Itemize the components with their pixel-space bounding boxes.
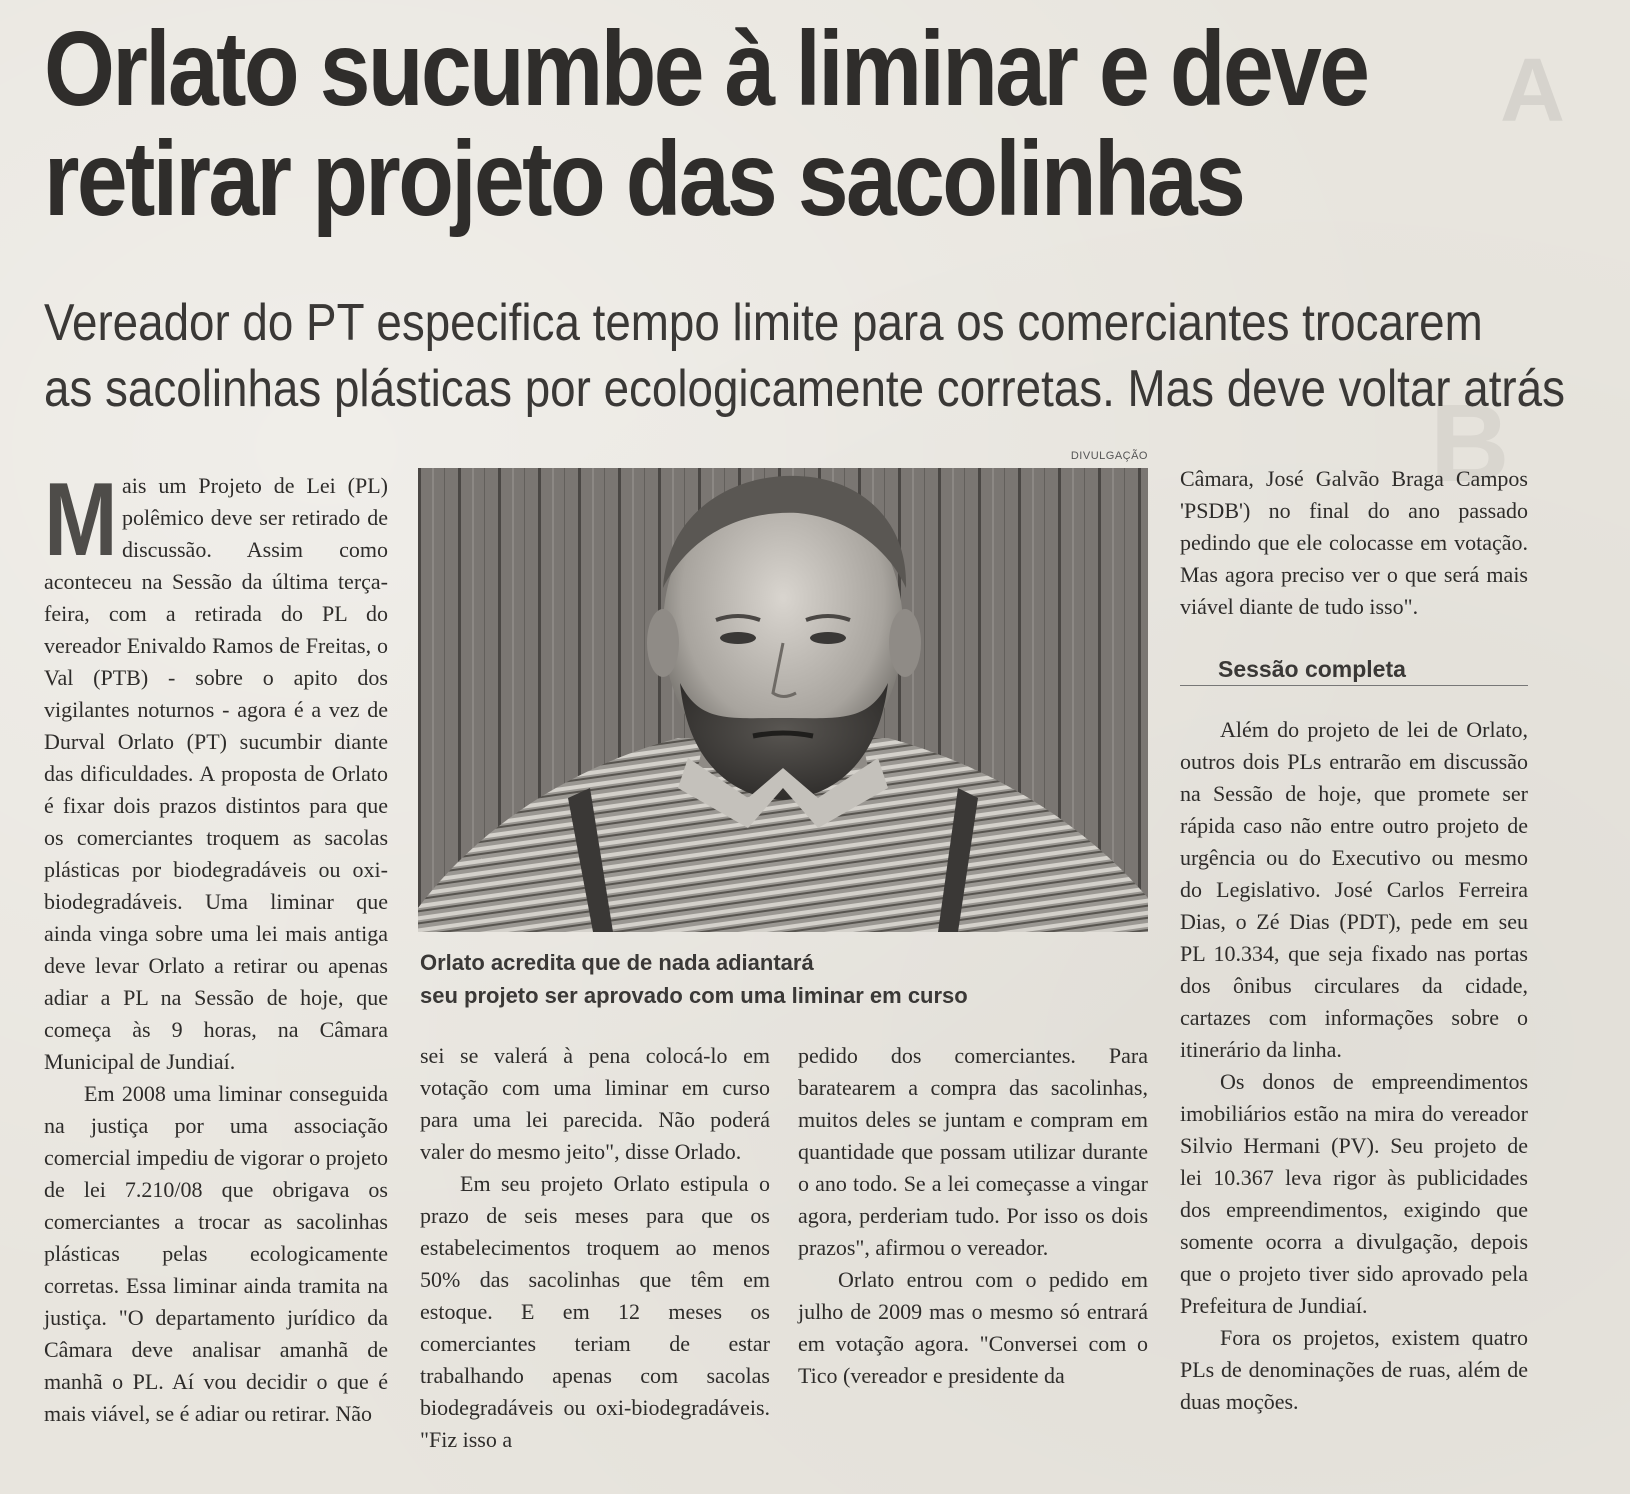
portrait-photo	[418, 468, 1148, 932]
subheadline	[44, 290, 1565, 422]
paragraph-text: ais um Projeto de Lei (PL) polêmico deve ser retirado de discussão. Assim como aconteceu na Sessão da última terça-feira, com a retirada do PL do vereador Enivaldo Ramos de Freitas, o Val (PTB) - sobre o apito dos vigilantes noturnos - agora é a vez de Durval Orlato (PT) sucumbir diante das dificuldades. A proposta de Orlato é fixar dois prazos distintos para que os comerciantes troquem as sacolas plásticas por biodegradáveis ou oxi-biodegradáveis. Uma liminar que ainda vinga sobre uma lei mais antiga deve levar Orlato a retirar ou apenas adiar a PL na Sessão de hoje, que começa às 9 horas, na Câmara Municipal de Jundiaí.	[44, 473, 388, 1074]
photo-caption	[420, 946, 1148, 1012]
article-column-3	[798, 1040, 1148, 1392]
caption-line-2: seu projeto ser aprovado com uma liminar em curso	[420, 983, 968, 1008]
article-column-2	[420, 1040, 770, 1456]
bleed-through: A	[1500, 41, 1565, 141]
paragraph	[44, 462, 388, 1078]
paragraph: Câmara, José Galvão Braga Campos 'PSDB') no final do ano passado pedindo que ele colocasse em votação. Mas agora preciso ver o que será mais viável diante de tudo isso".	[1180, 466, 1528, 619]
subhead-line-2: as sacolinhas plásticas por ecologicamente corretas. Mas deve voltar atrás	[44, 360, 1565, 418]
paragraph: sei se valerá à pena colocá-lo em votação com uma liminar em curso para uma lei parecida. Não poderá valer do mesmo jeito", disse Orlado.	[420, 1043, 770, 1164]
article-column-4	[1180, 463, 1528, 1418]
paragraph: Além do projeto de lei de Orlato, outros dois PLs entrarão em discussão na Sessão de hoje, que promete ser rápida caso não entre outro projeto de urgência ou do Executivo ou mesmo do Legislativo. José Carlos Ferreira Dias, o Zé Dias (PDT), pede em seu PL 10.334, que seja fixado nas portas dos ônibus circulares da cidade, cartazes com informações sobre o itinerário da linha.	[1180, 717, 1528, 1062]
portrait-photo-image	[418, 468, 1148, 932]
subhead-line-1: Vereador do PT especifica tempo limite para os comerciantes trocarem	[44, 294, 1483, 352]
drop-cap: M	[44, 462, 118, 578]
paragraph: Os donos de empreendimentos imobiliários estão na mira do vereador Silvio Hermani (PV). Seu projeto de lei 10.367 leva rigor às publicidades dos empreendimentos, exigindo que somente ocorra a divulgação, depois que o projeto tiver sido aprovado pela Prefeitura de Jundiaí.	[1180, 1069, 1528, 1318]
paragraph: Em seu projeto Orlato estipula o prazo de seis meses para que os estabelecimentos troquem ao menos 50% das sacolinhas que têm em estoque. E em 12 meses os comerciantes teriam de estar trabalhando apenas com sacolas biodegradáveis ou oxi-biodegradáveis. "Fiz isso a	[420, 1171, 770, 1452]
paragraph: Em 2008 uma liminar conseguida na justiça por uma associação comercial impediu de vigorar o projeto de lei 7.210/08 que obrigava os comerciantes a trocar as sacolinhas plásticas pelas ecologicamente corretas. Essa liminar ainda tramita na justiça. "O departamento jurídico da Câmara deve analisar amanhã de manhã o PL. Aí vou decidir o que é mais viável, se é adiar ou retirar. Não	[44, 1081, 388, 1426]
section-subtitle: Sessão completa	[1218, 656, 1406, 682]
photo-credit: DIVULGAÇÃO	[1070, 450, 1148, 462]
headline-line-2: retirar projeto das sacolinhas	[44, 120, 1244, 238]
caption-line-1: Orlato acredita que de nada adiantará	[420, 950, 814, 975]
subtitle-rule	[1180, 685, 1528, 686]
paragraph: Fora os projetos, existem quatro PLs de denominações de ruas, além de duas moções.	[1180, 1325, 1528, 1414]
paragraph: Orlato entrou com o pedido em julho de 2009 mas o mesmo só entrará em votação agora. "Conversei com o Tico (vereador e presidente da	[798, 1267, 1148, 1388]
headline	[44, 10, 1368, 238]
article-column-1	[44, 462, 388, 1430]
paragraph: pedido dos comerciantes. Para baratearem a compra das sacolinhas, muitos deles se juntam e compram em quantidade que possam utilizar durante o ano todo. Se a lei começasse a vingar agora, perderiam tudo. Por isso os dois prazos", afirmou o vereador.	[798, 1043, 1148, 1260]
headline-line-1: Orlato sucumbe à liminar e deve	[44, 10, 1368, 128]
bleed-through: B	[1430, 382, 1510, 505]
